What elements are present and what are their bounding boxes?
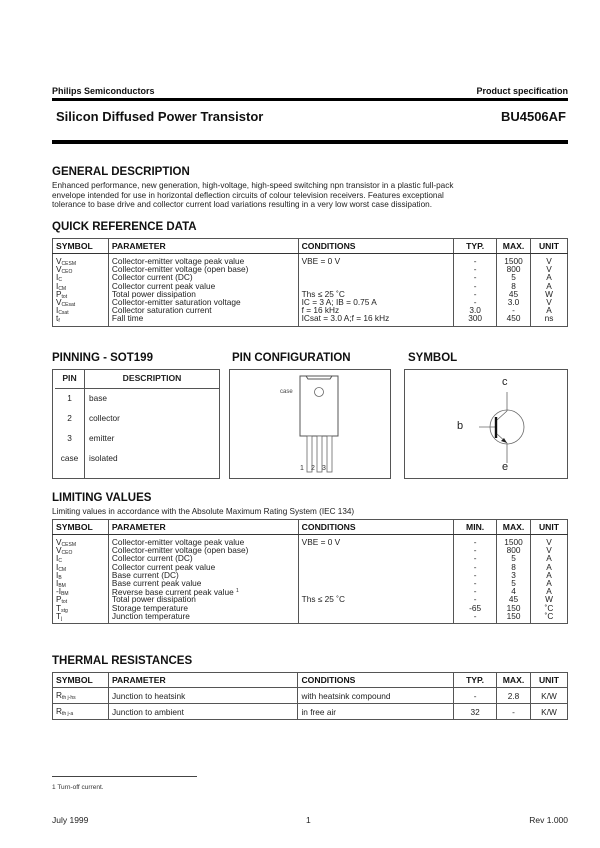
footnote-text: Turn-off current. bbox=[57, 784, 104, 791]
max-cell: 1500 bbox=[504, 256, 523, 266]
footnote-rule bbox=[52, 776, 197, 777]
max-cell: 45 bbox=[508, 288, 519, 299]
min-cell: - bbox=[473, 577, 477, 588]
min-cell: - bbox=[473, 545, 477, 556]
document-type: Product specification bbox=[476, 86, 568, 96]
symbol-cell: $I_{CM}$ bbox=[56, 280, 67, 292]
parameter-column bbox=[108, 535, 298, 624]
unit-cell: V bbox=[546, 537, 552, 547]
min-cell: - bbox=[473, 553, 477, 564]
col-conditions: CONDITIONS bbox=[298, 673, 454, 688]
thermal-resistances-table bbox=[52, 672, 568, 720]
footer-revision: Rev 1.000 bbox=[529, 815, 568, 825]
col-typ: TYP. bbox=[454, 673, 497, 688]
symbol-cell: $-I_{BM}$ bbox=[56, 586, 69, 598]
general-description-text bbox=[52, 181, 572, 210]
col-conditions: CONDITIONS bbox=[298, 520, 453, 535]
col-max: MAX. bbox=[497, 239, 531, 254]
unit-cell: V bbox=[546, 264, 552, 275]
unit-cell: ˚C bbox=[544, 610, 554, 621]
table-row bbox=[53, 704, 568, 720]
collector-label: c bbox=[502, 376, 508, 388]
unit-cell: V bbox=[546, 545, 552, 556]
typ-cell: - bbox=[473, 264, 477, 275]
typ-cell: - bbox=[473, 296, 477, 307]
max-cell: 2.8 bbox=[497, 688, 531, 704]
conditions-cell: VBE = 0 V bbox=[301, 256, 341, 266]
unit-cell: A bbox=[546, 280, 552, 291]
unit-cell: ns bbox=[544, 313, 554, 324]
max-cell: 5 bbox=[511, 577, 516, 588]
symbol-cell: $P_{tot}$ bbox=[56, 594, 68, 606]
conditions-cell bbox=[302, 554, 450, 562]
package-outline-icon bbox=[230, 370, 390, 478]
unit-cell: W bbox=[545, 594, 553, 605]
parameter-cell: Collector current peak value bbox=[111, 561, 216, 572]
footnote-ref: 1 bbox=[236, 588, 239, 595]
unit-cell: ˚C bbox=[544, 602, 554, 613]
symbol-cell: $t_f$ bbox=[56, 313, 60, 325]
col-unit: UNIT bbox=[531, 673, 568, 688]
unit-cell: K/W bbox=[531, 704, 568, 720]
pin-number: case bbox=[60, 453, 79, 463]
max-cell: 3 bbox=[511, 569, 516, 580]
pin-configuration-heading: PIN CONFIGURATION bbox=[232, 352, 351, 364]
col-symbol: SYMBOL bbox=[53, 520, 109, 535]
parameter-cell: Fall time bbox=[111, 313, 144, 324]
table-body bbox=[53, 254, 568, 327]
min-column bbox=[454, 535, 497, 624]
typ-cell: 3.0 bbox=[469, 305, 481, 316]
header-rule-top bbox=[52, 98, 568, 101]
symbol-cell: $I_{CM}$ bbox=[56, 561, 67, 573]
description-line: tolerance to base drive and collector current load variations resulting in a very low worst case dissipation. bbox=[52, 200, 432, 210]
parameter-cell: Collector-emitter voltage peak value bbox=[111, 256, 245, 266]
parameter-cell: Junction to heatsink bbox=[108, 688, 298, 704]
symbol-cell: $T_{stg}$ bbox=[56, 602, 68, 614]
parameter-cell: Collector-emitter voltage (open base) bbox=[111, 545, 249, 556]
conditions-cell: f = 16 kHz bbox=[301, 305, 340, 316]
symbol-cell: $V_{CESM}$ bbox=[56, 256, 76, 267]
base-label: b bbox=[457, 420, 464, 432]
parameter-cell: Base current peak value bbox=[111, 577, 202, 588]
conditions-cell: IC = 3 A; IB = 0.75 A bbox=[301, 296, 377, 307]
min-cell: -65 bbox=[469, 602, 482, 613]
conditions-cell bbox=[302, 612, 450, 620]
general-description-heading: GENERAL DESCRIPTION bbox=[52, 166, 190, 178]
typ-column bbox=[454, 254, 497, 327]
conditions-cell: with heatsink compound bbox=[298, 688, 454, 704]
quick-reference-table bbox=[52, 238, 568, 327]
pin-description: isolated bbox=[89, 453, 118, 463]
max-cell: 150 bbox=[506, 610, 521, 621]
table-row bbox=[53, 688, 568, 704]
typ-cell: 300 bbox=[468, 313, 483, 324]
symbol-cell: $I_{BM}$ bbox=[56, 577, 66, 589]
symbol-cell: $I_B$ bbox=[56, 569, 62, 581]
conditions-cell bbox=[302, 579, 450, 587]
max-cell: 1500 bbox=[504, 537, 523, 547]
min-cell: - bbox=[473, 569, 477, 580]
pin-number: 2 bbox=[67, 413, 72, 423]
col-max: MAX. bbox=[497, 520, 531, 535]
parameter-cell: Base current (DC) bbox=[111, 569, 179, 580]
col-parameter: PARAMETER bbox=[108, 239, 298, 254]
conditions-cell bbox=[302, 273, 451, 281]
thermal-resistances-heading: THERMAL RESISTANCES bbox=[52, 655, 193, 667]
min-cell: - bbox=[473, 594, 477, 605]
col-conditions: CONDITIONS bbox=[298, 239, 454, 254]
pin-description: emitter bbox=[89, 433, 115, 443]
max-cell: 800 bbox=[506, 264, 521, 275]
max-cell: 4 bbox=[511, 586, 516, 597]
col-symbol: SYMBOL bbox=[53, 673, 109, 688]
unit-cell: V bbox=[546, 296, 552, 307]
conditions-cell: VBE = 0 V bbox=[301, 537, 341, 547]
parameter-cell: Collector current (DC) bbox=[111, 272, 193, 283]
unit-cell: A bbox=[546, 305, 552, 316]
quick-reference-heading: QUICK REFERENCE DATA bbox=[52, 221, 197, 233]
min-cell: - bbox=[473, 610, 477, 621]
symbol-heading: SYMBOL bbox=[408, 352, 458, 364]
conditions-cell: Ths ≤ 25 ˚C bbox=[301, 594, 345, 605]
max-cell: 5 bbox=[511, 272, 516, 283]
conditions-cell bbox=[302, 571, 450, 579]
max-cell: 8 bbox=[511, 280, 516, 291]
min-cell: - bbox=[473, 561, 477, 572]
col-unit: UNIT bbox=[531, 239, 568, 254]
document-title: Silicon Diffused Power Transistor bbox=[56, 109, 264, 124]
footer-date: July 1999 bbox=[52, 815, 89, 825]
parameter-cell: Total power dissipation bbox=[111, 288, 196, 299]
symbol-cell: $V_{CEO}$ bbox=[56, 545, 73, 557]
part-number: BU4506AF bbox=[500, 109, 566, 124]
description-line: envelope intended for use in horizontal deflection circuits of colour television receivers. Features exceptional bbox=[52, 190, 444, 200]
table-header-row bbox=[53, 520, 568, 535]
col-max: MAX. bbox=[497, 673, 531, 688]
symbol-cell: $T_j$ bbox=[56, 610, 63, 622]
limiting-values-table bbox=[52, 519, 568, 624]
pin-number: 3 bbox=[67, 433, 72, 443]
pin-description: base bbox=[89, 393, 107, 404]
max-cell: 150 bbox=[506, 602, 521, 613]
col-typ: TYP. bbox=[454, 239, 497, 254]
footnote-number: 1 bbox=[52, 784, 56, 791]
max-column bbox=[497, 535, 531, 624]
symbol-cell: $I_C$ bbox=[56, 553, 62, 565]
symbol-cell: $I_C$ bbox=[56, 272, 62, 284]
footer-page-number: 1 bbox=[306, 815, 311, 825]
max-column bbox=[497, 254, 531, 327]
col-parameter: PARAMETER bbox=[108, 673, 298, 688]
footnote bbox=[52, 784, 104, 791]
conditions-column bbox=[298, 254, 454, 327]
max-cell: 8 bbox=[511, 561, 516, 572]
table-header-row bbox=[55, 369, 220, 388]
unit-column bbox=[531, 254, 568, 327]
col-description: DESCRIPTION bbox=[84, 369, 220, 388]
typ-cell: - bbox=[473, 256, 477, 266]
parameter-cell: Collector saturation current bbox=[111, 305, 212, 316]
parameter-cell: Junction to ambient bbox=[108, 704, 298, 720]
max-cell: - bbox=[497, 704, 531, 720]
limiting-values-heading: LIMITING VALUES bbox=[52, 492, 152, 504]
typ-cell: - bbox=[473, 272, 477, 283]
pin-number: 1 bbox=[67, 393, 72, 404]
table-header-row bbox=[53, 673, 568, 688]
pin-label-2: 2 bbox=[311, 465, 315, 472]
max-cell: 800 bbox=[506, 545, 521, 556]
min-cell: - bbox=[473, 586, 477, 597]
description-line: Enhanced performance, new generation, high-voltage, high-speed switching npn transistor in a plastic full-pack bbox=[52, 181, 454, 190]
pinning-table bbox=[55, 369, 220, 468]
max-cell: 45 bbox=[508, 594, 519, 605]
symbol-cell: $R_{th j-a}$ bbox=[53, 704, 109, 720]
conditions-cell: Ths ≤ 25 ˚C bbox=[301, 288, 345, 299]
symbol-cell: $P_{tot}$ bbox=[56, 288, 68, 300]
max-cell: 5 bbox=[511, 553, 516, 564]
unit-column bbox=[531, 535, 568, 624]
parameter-column bbox=[108, 254, 298, 327]
conditions-column bbox=[298, 535, 453, 624]
pin-label-1: 1 bbox=[300, 465, 304, 472]
col-pin: PIN bbox=[55, 369, 84, 388]
unit-cell: A bbox=[546, 553, 552, 564]
symbol-cell: $V_{CESM}$ bbox=[56, 537, 76, 548]
unit-cell: A bbox=[546, 272, 552, 283]
header-rule-bottom bbox=[52, 140, 568, 144]
conditions-cell bbox=[302, 265, 451, 273]
symbol-cell: $V_{CEO}$ bbox=[56, 264, 73, 276]
table-row bbox=[55, 388, 220, 408]
table-header-row bbox=[53, 239, 568, 254]
pinning-heading: PINNING - SOT199 bbox=[52, 352, 153, 364]
unit-cell: A bbox=[546, 577, 552, 588]
col-parameter: PARAMETER bbox=[108, 520, 298, 535]
unit-cell: A bbox=[546, 586, 552, 597]
pin-description: collector bbox=[89, 413, 120, 423]
parameter-cell: Storage temperature bbox=[111, 602, 189, 613]
symbol-cell: $I_{Csat}$ bbox=[56, 305, 69, 317]
unit-cell: W bbox=[545, 288, 553, 299]
conditions-cell: ICsat = 3.0 A;f = 16 kHz bbox=[301, 313, 390, 324]
parameter-cell: Total power dissipation bbox=[111, 594, 196, 605]
company-name: Philips Semiconductors bbox=[52, 86, 155, 96]
max-cell: 3.0 bbox=[507, 296, 520, 307]
unit-cell: K/W bbox=[531, 688, 568, 704]
limiting-values-subtitle: Limiting values in accordance with the Absolute Maximum Rating System (IEC 134) bbox=[52, 507, 355, 516]
symbol-cell: $R_{th j-hs}$ bbox=[53, 688, 109, 704]
col-min: MIN. bbox=[454, 520, 497, 535]
parameter-cell: Reverse base current peak value $^1$ bbox=[111, 587, 239, 598]
symbol-cell: $V_{CEsat}$ bbox=[56, 296, 76, 308]
symbol-column bbox=[53, 535, 109, 624]
conditions-cell: in free air bbox=[298, 704, 454, 720]
typ-cell: - bbox=[473, 280, 477, 291]
table-row bbox=[55, 428, 220, 448]
pin-configuration-box bbox=[229, 369, 391, 479]
parameter-cell: Collector current (DC) bbox=[111, 553, 193, 564]
conditions-cell bbox=[302, 563, 450, 571]
npn-transistor-icon bbox=[405, 370, 567, 478]
min-cell: - bbox=[473, 537, 477, 547]
typ-cell: - bbox=[454, 688, 497, 704]
emitter-label: e bbox=[502, 461, 509, 473]
table-row bbox=[55, 408, 220, 428]
max-cell: - bbox=[512, 305, 515, 316]
unit-cell: A bbox=[546, 569, 552, 580]
table-body bbox=[53, 535, 568, 624]
conditions-cell bbox=[302, 604, 450, 612]
parameter-cell: Junction temperature bbox=[111, 610, 190, 621]
case-label: case bbox=[280, 389, 293, 395]
max-cell: 450 bbox=[506, 313, 521, 324]
col-symbol: SYMBOL bbox=[53, 239, 109, 254]
typ-cell: 32 bbox=[454, 704, 497, 720]
unit-cell: A bbox=[546, 561, 552, 572]
unit-cell: V bbox=[546, 256, 552, 266]
typ-cell: - bbox=[473, 288, 477, 299]
col-unit: UNIT bbox=[531, 520, 568, 535]
parameter-cell: Collector-emitter voltage (open base) bbox=[111, 264, 249, 275]
parameter-cell: Collector-emitter saturation voltage bbox=[111, 296, 241, 307]
symbol-box bbox=[404, 369, 568, 479]
pin-label-3: 3 bbox=[322, 465, 326, 472]
table-row bbox=[55, 448, 220, 468]
parameter-cell: Collector current peak value bbox=[111, 280, 216, 291]
parameter-cell: Collector-emitter voltage peak value bbox=[111, 537, 245, 547]
conditions-cell bbox=[302, 546, 450, 554]
symbol-column bbox=[53, 254, 109, 327]
